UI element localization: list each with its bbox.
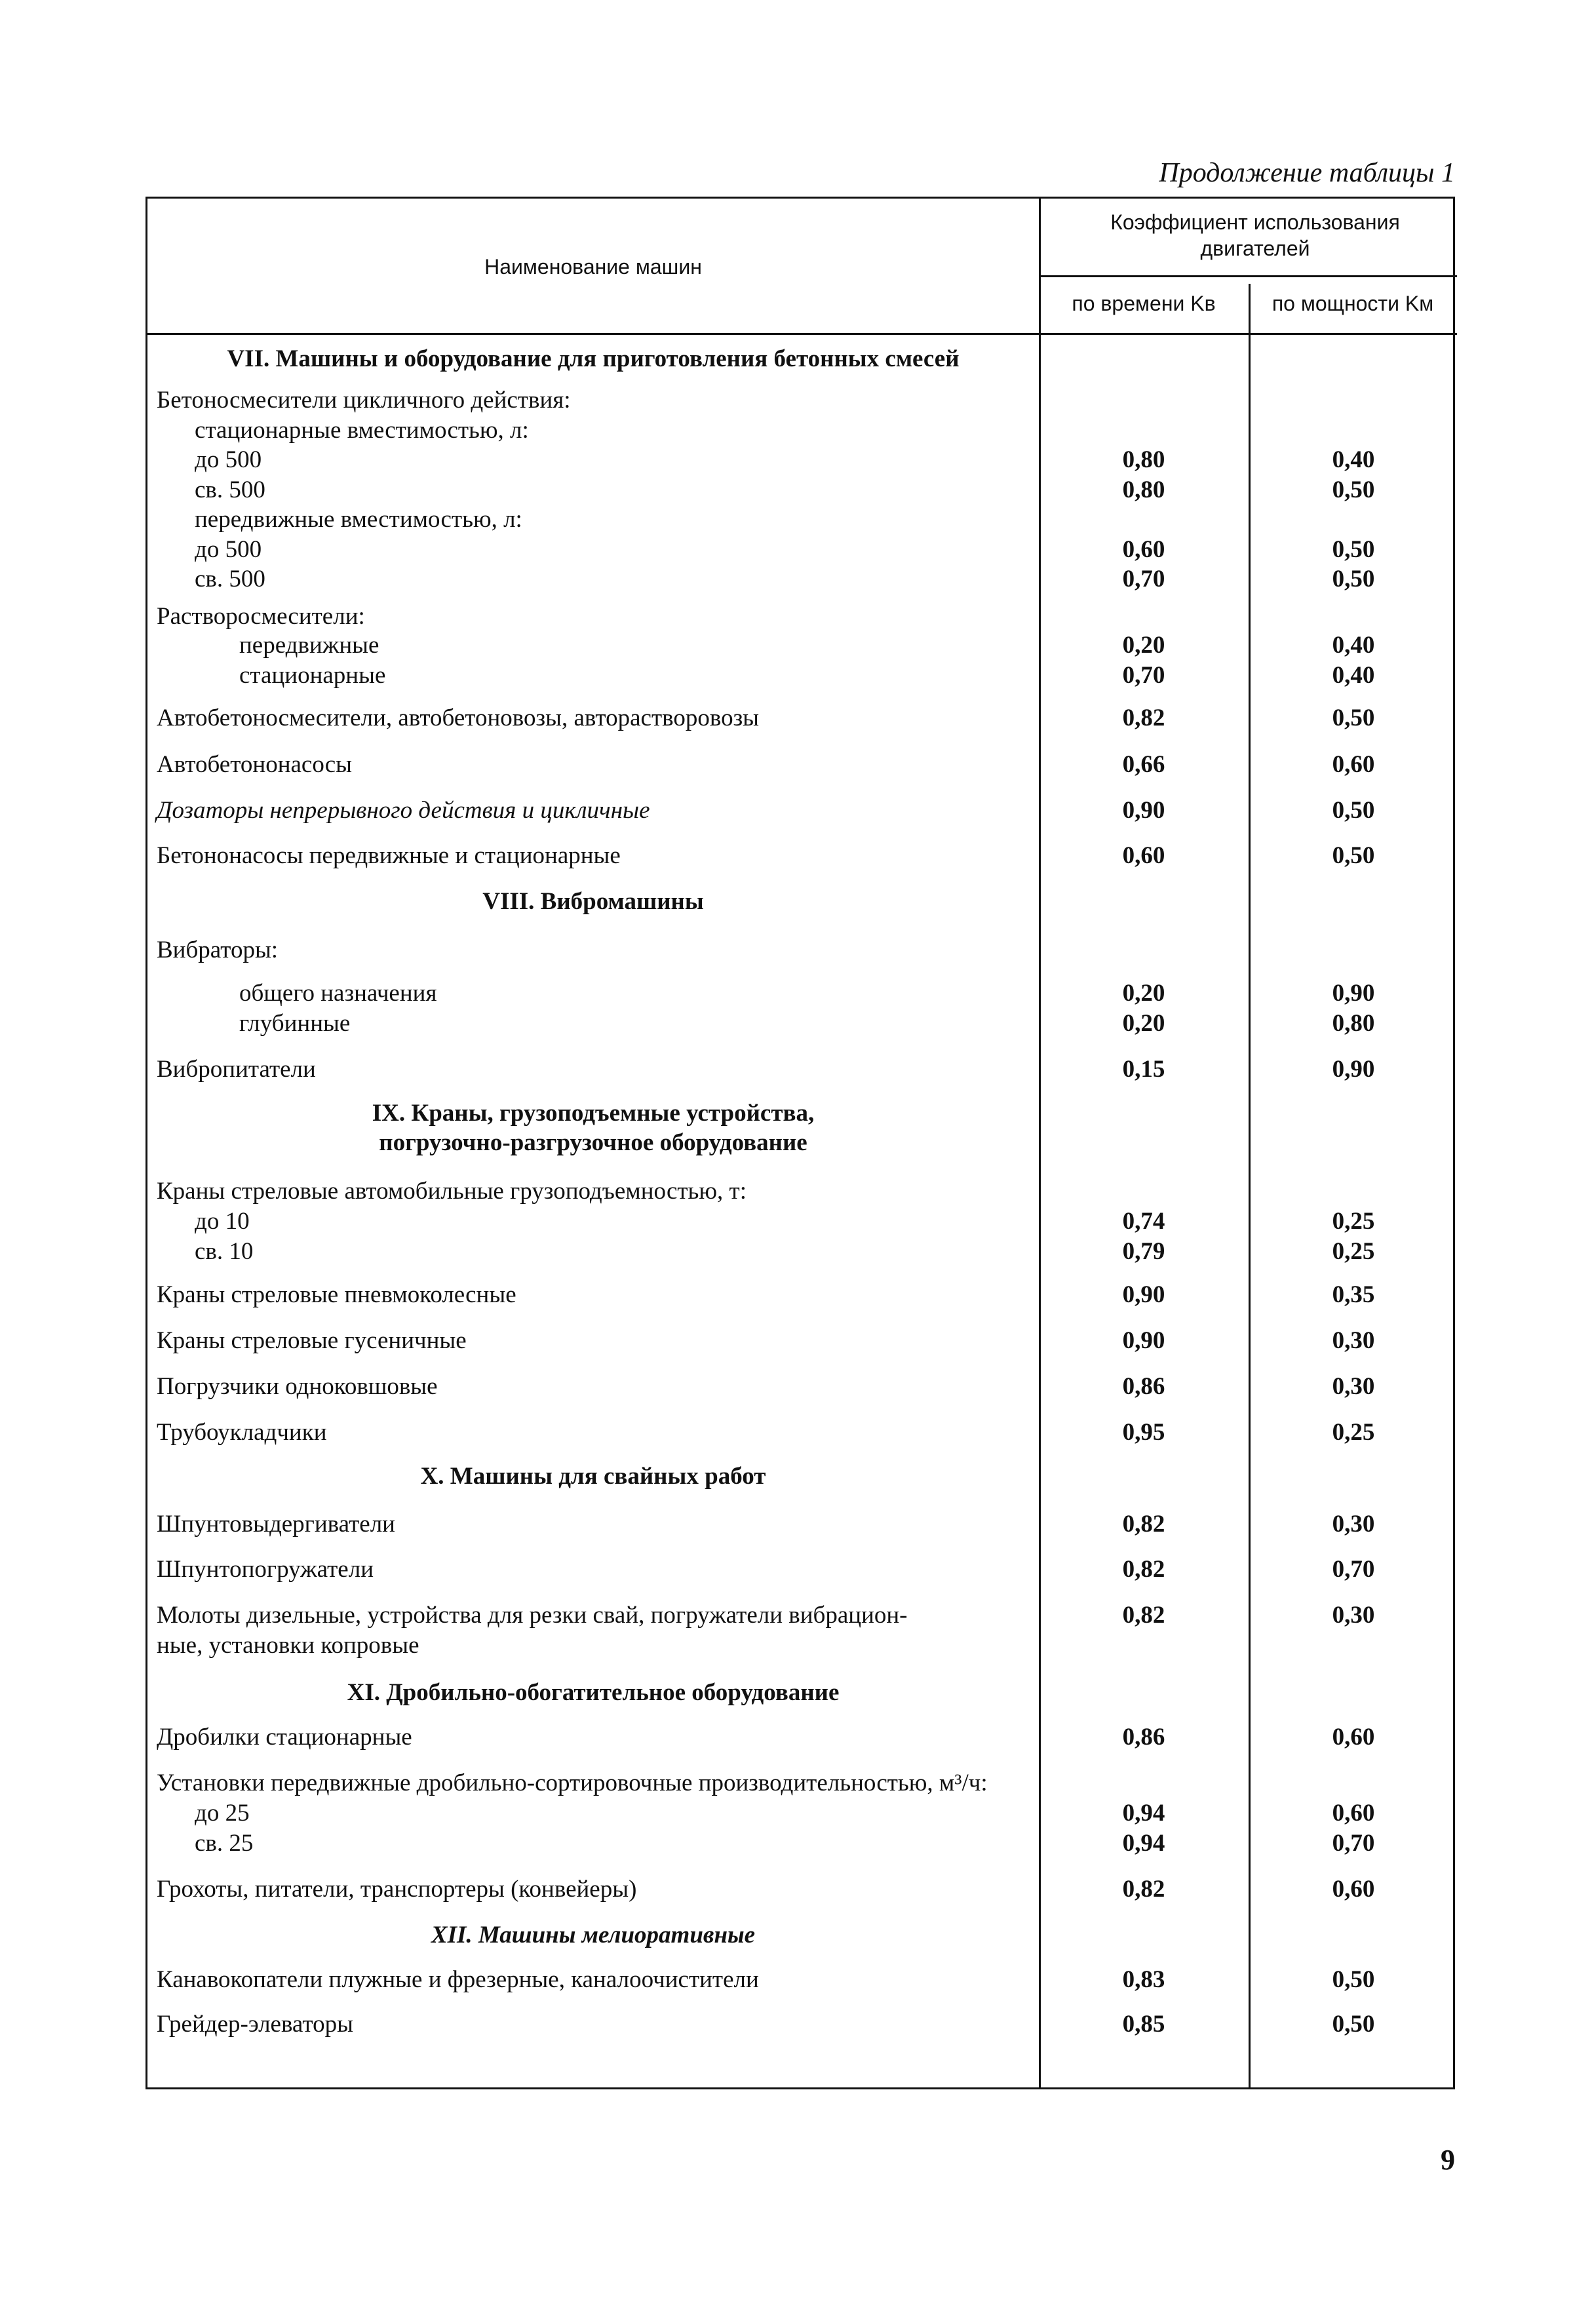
value-kv: 0,90 — [1122, 797, 1165, 824]
value-kv: 0,85 — [1122, 2011, 1165, 2038]
value-kv: 0,82 — [1122, 705, 1165, 731]
row-name: до 10 — [195, 1208, 250, 1235]
row-name: Вибропитатели — [157, 1056, 316, 1083]
section-title: XII. Машины мелиоративные — [431, 1922, 756, 1948]
value-km: 0,60 — [1332, 1876, 1375, 1903]
section-title: X. Машины для свайных работ — [420, 1463, 766, 1490]
row-name: ные, установки копровые — [157, 1632, 419, 1659]
value-kv: 0,83 — [1122, 1966, 1165, 1993]
section-title: IX. Краны, грузоподъемные устройства, — [372, 1100, 815, 1127]
value-km: 0,60 — [1332, 1724, 1375, 1751]
value-km: 0,60 — [1332, 751, 1375, 778]
value-kv: 0,82 — [1122, 1556, 1165, 1583]
value-km: 0,40 — [1332, 632, 1375, 659]
row-name: Автобетоносмесители, автобетоновозы, авторастворовозы — [157, 705, 760, 731]
row-name: Молоты дизельные, устройства для резки свай, погружатели вибрацион- — [157, 1602, 908, 1629]
value-kv: 0,66 — [1122, 751, 1165, 778]
row-name: Дробилки стационарные — [157, 1724, 412, 1751]
row-name: Краны стреловые автомобильные грузоподъемностью, т: — [157, 1178, 747, 1205]
col-divider-2 — [1249, 284, 1251, 2087]
row-name: Грейдер-элеваторы — [157, 2011, 353, 2038]
value-km: 0,90 — [1332, 1056, 1375, 1083]
value-km: 0,30 — [1332, 1602, 1375, 1629]
value-km: 0,30 — [1332, 1511, 1375, 1538]
row-name: до 500 — [195, 446, 262, 473]
value-kv: 0,60 — [1122, 842, 1165, 869]
continuation-title: Продолжение таблицы 1 — [1159, 158, 1455, 188]
value-km: 0,50 — [1332, 476, 1375, 503]
row-name: Шпунтопогружатели — [157, 1556, 374, 1583]
value-km: 0,50 — [1332, 566, 1375, 592]
value-kv: 0,82 — [1122, 1876, 1165, 1903]
value-km: 0,50 — [1332, 705, 1375, 731]
value-km: 0,30 — [1332, 1327, 1375, 1354]
section-title: VIII. Вибромашины — [482, 888, 704, 915]
section-title: погрузочно-разгрузочное оборудование — [379, 1129, 807, 1156]
value-km: 0,25 — [1332, 1208, 1375, 1235]
header-bottom-rule — [147, 333, 1457, 335]
row-name: Растворосмесители: — [157, 603, 365, 630]
row-name: Погрузчики одноковшовые — [157, 1373, 438, 1400]
value-km: 0,90 — [1332, 980, 1375, 1007]
section-title: VII. Машины и оборудование для приготовления бетонных смесей — [227, 345, 960, 372]
header-time-col: по времени Kв — [1072, 292, 1216, 315]
value-kv: 0,90 — [1122, 1281, 1165, 1308]
row-name: Автобетононасосы — [157, 751, 353, 778]
value-kv: 0,90 — [1122, 1327, 1165, 1354]
value-km: 0,40 — [1332, 446, 1375, 473]
row-name: св. 25 — [195, 1830, 254, 1857]
value-kv: 0,20 — [1122, 632, 1165, 659]
row-name: Установки передвижные дробильно-сортировочные производительностью, м³/ч: — [157, 1770, 988, 1796]
value-kv: 0,94 — [1122, 1800, 1165, 1827]
value-km: 0,25 — [1332, 1419, 1375, 1446]
value-kv: 0,74 — [1122, 1208, 1165, 1235]
value-kv: 0,60 — [1122, 536, 1165, 563]
row-name: св. 500 — [195, 566, 265, 592]
value-kv: 0,82 — [1122, 1602, 1165, 1629]
page-number: 9 — [1441, 2144, 1455, 2176]
row-name: Шпунтовыдергиватели — [157, 1511, 395, 1538]
row-name: Трубоукладчики — [157, 1419, 327, 1446]
value-kv: 0,20 — [1122, 1010, 1165, 1037]
value-km: 0,50 — [1332, 536, 1375, 563]
value-kv: 0,95 — [1122, 1419, 1165, 1446]
value-km: 0,50 — [1332, 1966, 1375, 1993]
header-name-col: Наименование машин — [484, 255, 702, 279]
value-kv: 0,80 — [1122, 476, 1165, 503]
row-name: Бетоносмесители цикличного действия: — [157, 387, 571, 414]
value-kv: 0,70 — [1122, 662, 1165, 689]
value-km: 0,50 — [1332, 842, 1375, 869]
value-kv: 0,15 — [1122, 1056, 1165, 1083]
value-kv: 0,94 — [1122, 1830, 1165, 1857]
row-name: Краны стреловые пневмоколесные — [157, 1281, 516, 1308]
value-kv: 0,70 — [1122, 566, 1165, 592]
value-kv: 0,79 — [1122, 1238, 1165, 1265]
value-km: 0,30 — [1332, 1373, 1375, 1400]
row-name: стационарные — [239, 662, 386, 689]
value-km: 0,40 — [1332, 662, 1375, 689]
value-km: 0,80 — [1332, 1010, 1375, 1037]
header-coef-group: Коэффициент использования двигателей — [1110, 210, 1400, 260]
coefficient-table — [146, 197, 1455, 2089]
row-name: св. 10 — [195, 1238, 254, 1265]
value-km: 0,25 — [1332, 1238, 1375, 1265]
section-title: XI. Дробильно-обогатительное оборудование — [347, 1679, 840, 1706]
row-name: общего назначения — [239, 980, 437, 1007]
row-name: Дозаторы непрерывного действия и цикличные — [157, 797, 650, 824]
row-name: до 500 — [195, 536, 262, 563]
value-km: 0,70 — [1332, 1830, 1375, 1857]
row-name: Бетононасосы передвижные и стационарные — [157, 842, 621, 869]
value-kv: 0,80 — [1122, 446, 1165, 473]
row-name: Вибраторы: — [157, 937, 279, 963]
value-km: 0,60 — [1332, 1800, 1375, 1827]
value-kv: 0,20 — [1122, 980, 1165, 1007]
row-name: до 25 — [195, 1800, 250, 1827]
value-km: 0,70 — [1332, 1556, 1375, 1583]
value-km: 0,35 — [1332, 1281, 1375, 1308]
row-name: передвижные — [239, 632, 379, 659]
row-name: Канавокопатели плужные и фрезерные, каналоочистители — [157, 1966, 759, 1993]
value-kv: 0,86 — [1122, 1724, 1165, 1751]
row-name: глубинные — [239, 1010, 351, 1037]
header-power-col: по мощности Kм — [1272, 292, 1434, 315]
header-subdivider — [1039, 275, 1457, 277]
value-kv: 0,86 — [1122, 1373, 1165, 1400]
row-name: Краны стреловые гусеничные — [157, 1327, 467, 1354]
value-km: 0,50 — [1332, 2011, 1375, 2038]
row-name: Грохоты, питатели, транспортеры (конвейеры) — [157, 1876, 637, 1903]
row-name: стационарные вместимостью, л: — [195, 417, 529, 444]
value-km: 0,50 — [1332, 797, 1375, 824]
value-kv: 0,82 — [1122, 1511, 1165, 1538]
row-name: передвижные вместимостью, л: — [195, 506, 522, 533]
row-name: св. 500 — [195, 476, 265, 503]
